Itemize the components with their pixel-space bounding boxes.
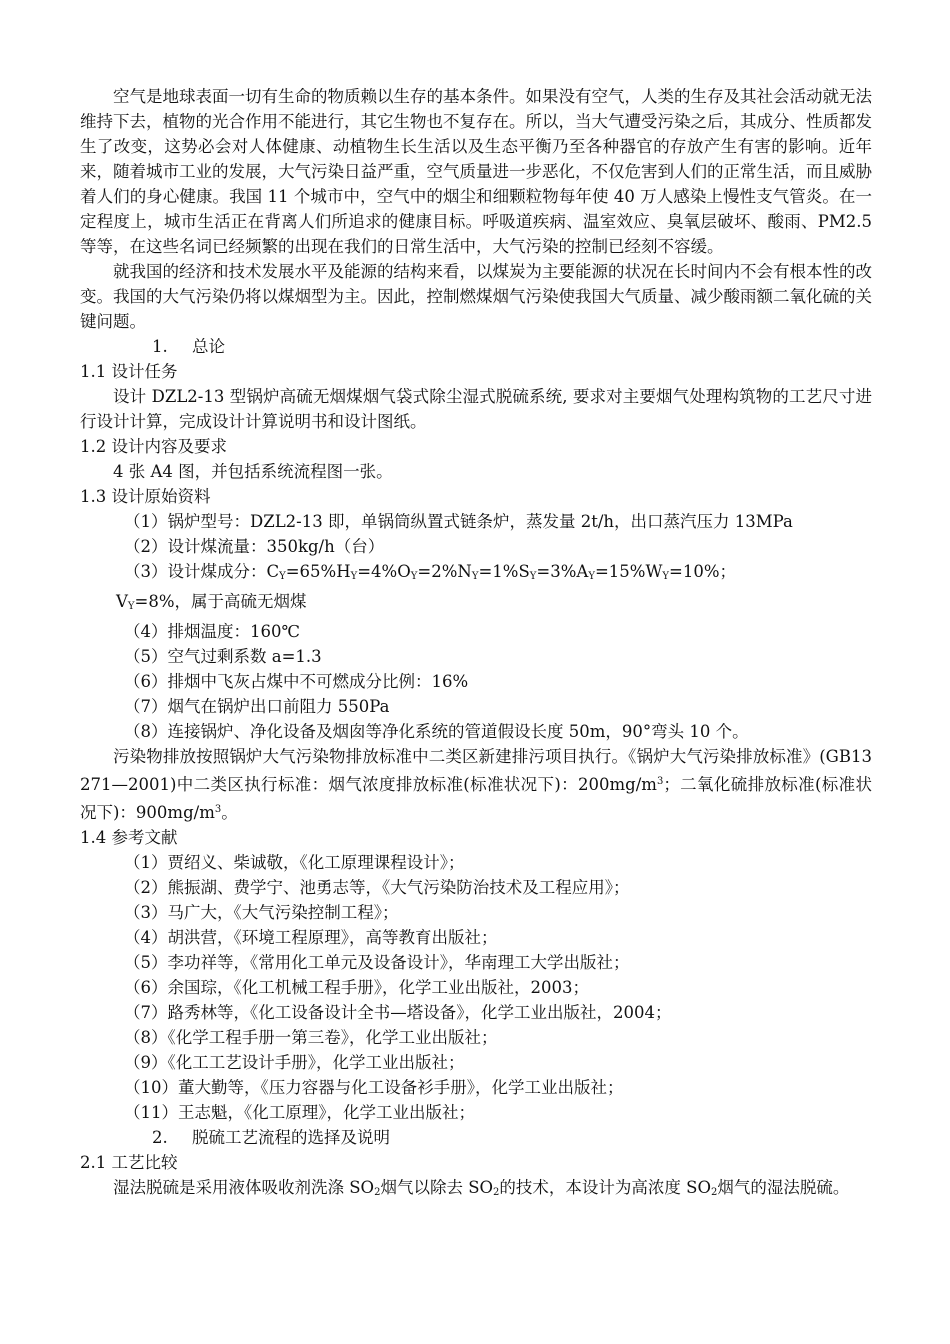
chapter-2-heading <box>80 1125 872 1150</box>
design-item-7: （7）烟气在锅炉出口前阻力 550Pa <box>124 697 390 716</box>
section-1-4-title: 1.4 参考文献 <box>80 828 178 847</box>
intro-paragraph-2: 就我国的经济和技术发展水平及能源的结构来看，以煤炭为主要能源的状况在长时间内不会有根本性的改变。我国的大气污染仍将以煤烟型为主。因此，控制燃煤烟气污染使我国大气质量、减少酸雨额二氧化硫的关键问题。 <box>80 262 872 331</box>
intro-paragraph-1: 空气是地球表面一切有生命的物质赖以生存的基本条件。如果没有空气，人类的生存及其社会活动就无法维持下去，植物的光合作用不能进行，其它生物也不复存在。所以，当大气遭受污染之后，其成分、性质都发生了改变，这势必会对人体健康、动植物生长生活以及生态平衡乃至各种器官的存放产生有害的影响。近年来，随着城市工业的发展，大气污染日益严重，空气质量进一步恶化，不仅危害到人们的正常生活，而且威胁着人们的身心健康。我国 11 个城市中，空气中的烟尘和细颗粒物每年使 40 万人感染上慢性支气管炎。在一定程度上，城市生活正在背离人们所追求的健康目标。呼吸道疾病、温室效应、臭氧层破坏、酸雨、PM2.5 等等，在这些名词已经频繁的出现在我们的日常生活中，大气污染的控制已经刻不容缓。 <box>80 87 872 256</box>
reference-item: （6）余国琮，《化工机械工程手册》，化学工业出版社，2003； <box>124 978 589 997</box>
reference-item: （8）《化学工程手册一第三卷》，化学工业出版社； <box>124 1028 498 1047</box>
document-page <box>80 84 872 1205</box>
section-2-1-text: 湿法脱硫是采用液体吸收剂洗涤 $SO_2$烟气以除去 $SO_2$的技术，本设计为高浓度 $SO_2$烟气的湿法脱硫。 <box>113 1178 850 1198</box>
reference-item: （2）熊振湖、费学宁、池勇志等，《大气污染防治技术及工程应用》； <box>124 878 630 897</box>
section-1-2-title: 1.2 设计内容及要求 <box>80 437 227 456</box>
chapter-1-number: 1. <box>152 337 168 356</box>
chapter-2-title: 脱硫工艺流程的选择及说明 <box>192 1128 390 1147</box>
design-item-2: （2）设计煤流量：350kg/h（台） <box>124 537 385 556</box>
design-item-8: （8）连接锅炉、净化设备及烟囱等净化系统的管道假设长度 50m，90°弯头 10 个。 <box>124 722 749 741</box>
design-item-3 <box>80 559 872 589</box>
section-1-1-text: 设计 DZL2-13 型锅炉高硫无烟煤烟气袋式除尘湿式脱硫系统, 要求对主要烟气处理构筑物的工艺尺寸进行设计计算，完成设计计算说明书和设计图纸。 <box>80 387 872 431</box>
chapter-1-title: 总论 <box>192 337 225 356</box>
section-2-1-title: 2.1 工艺比较 <box>80 1153 178 1172</box>
reference-item: （11）王志魁，《化工原理》，化学工业出版社； <box>124 1103 475 1122</box>
coal-composition-volatile: $V_Y=8\%$，属于高硫无烟煤 <box>116 592 307 612</box>
reference-item: （3）马广大，《大气污染控制工程》； <box>124 903 399 922</box>
design-item-4: （4）排烟温度：160℃ <box>124 622 300 641</box>
reference-item: （10）董大勤等，《压力容器与化工设备衫手册》，化学工业出版社； <box>124 1078 624 1097</box>
design-item-6: （6）排烟中飞灰占煤中不可燃成分比例：16% <box>124 672 469 691</box>
reference-item: （5）李功祥等，《常用化工单元及设备设计》，华南理工大学出版社； <box>124 953 630 972</box>
design-item-1: （1）锅炉型号：DZL2-13 即，单锅筒纵置式链条炉，蒸发量 2t/h，出口蒸汽压力 13MPa <box>124 512 793 531</box>
design-item-3-label: （3）设计煤成分： <box>124 562 267 581</box>
reference-item: （7）路秀林等，《化工设备设计全书—塔设备》，化学工业出版社，2004； <box>124 1003 672 1022</box>
chapter-2-number: 2. <box>152 1128 168 1147</box>
reference-item: （9）《化工工艺设计手册》，化学工业出版社； <box>124 1053 465 1072</box>
coal-composition: $C_Y=65\%H_Y=4\%O_Y=2\%N_Y=1\%S_Y=3\%A_Y=15\%W_Y=10\%$； <box>266 562 737 582</box>
section-1-1-title: 1.1 设计任务 <box>80 362 178 381</box>
chapter-1-heading <box>80 334 872 359</box>
design-item-5: （5）空气过剩系数 a=1.3 <box>124 647 322 666</box>
reference-item: （1）贾绍义、柴诚敬，《化工原理课程设计》； <box>124 853 465 872</box>
section-1-3-title: 1.3 设计原始资料 <box>80 487 211 506</box>
section-1-2-text: 4 张 A4 图，并包括系统流程图一张。 <box>113 462 393 481</box>
reference-item: （4）胡洪营，《环境工程原理》，高等教育出版社； <box>124 928 498 947</box>
emission-standard-paragraph: 污染物排放按照锅炉大气污染物排放标准中二类区新建排污项目执行。《锅炉大气污染排放标准》(GB13271—2001)中二类区执行标准：烟气浓度排放标准(标准状况下)：$200mg/m^3$；二氧化硫排放标准(标准状况下)：$900mg/m^3$。 <box>80 747 873 822</box>
